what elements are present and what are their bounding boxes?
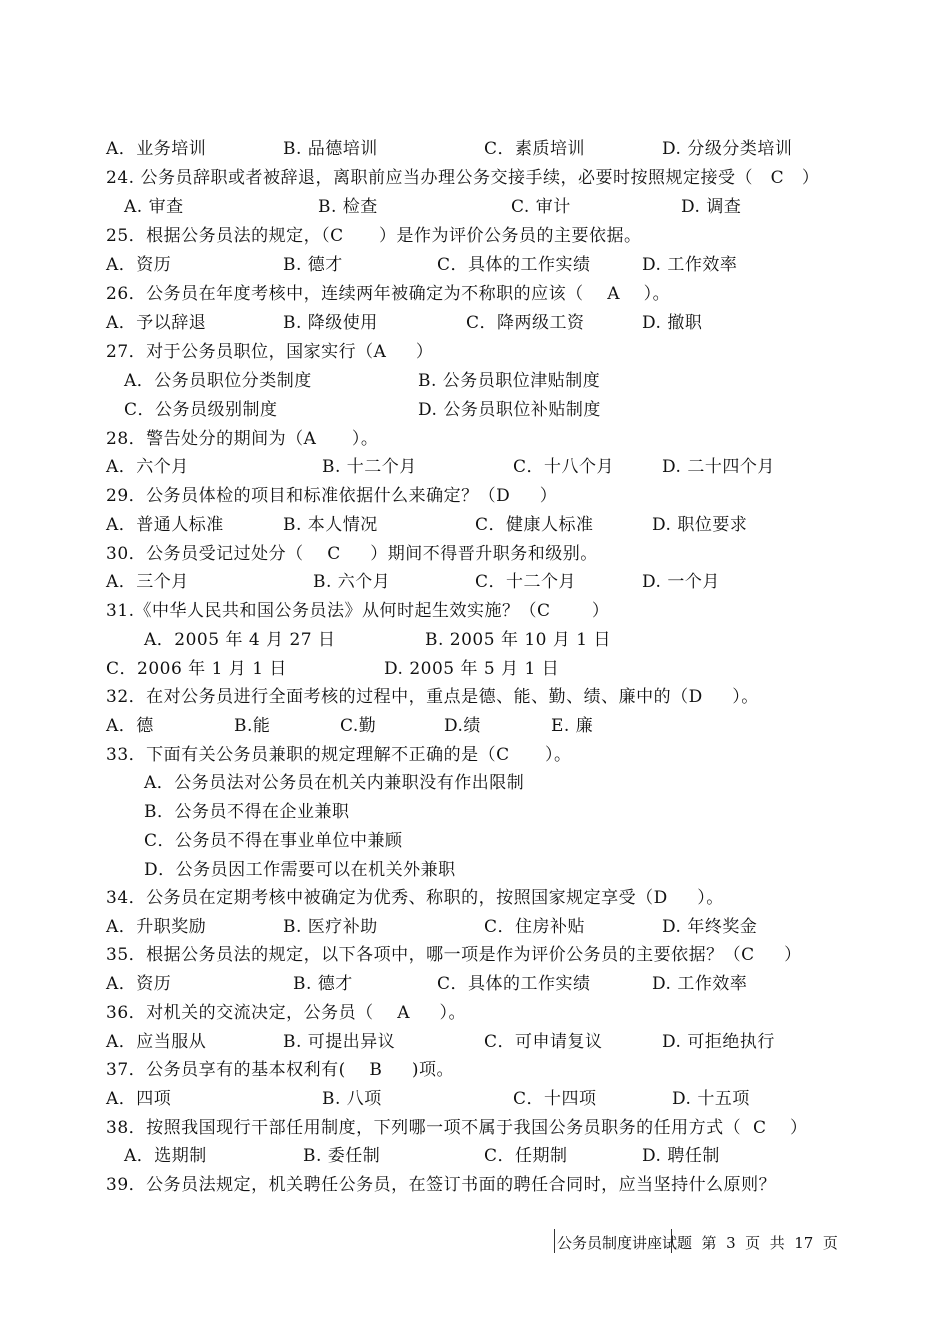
answer-option: B. 八项 <box>322 1089 382 1109</box>
text-line: 34．公务员在定期考核中被确定为优秀、称职的，按照国家规定享受（D ）。 <box>106 888 724 908</box>
text-line: B．公务员不得在企业兼职 <box>144 802 350 822</box>
answer-option: C．素质培训 <box>484 139 586 159</box>
answer-option: E. 廉 <box>551 716 594 736</box>
answer-option: D. 一个月 <box>642 572 720 592</box>
text-line: D．公务员因工作需要可以在机关外兼职 <box>144 860 456 880</box>
answer-option: A．予以辞退 <box>106 313 207 333</box>
answer-option: B. 公务员职位津贴制度 <box>418 371 601 391</box>
text-line: 30．公务员受记过处分（ C ）期间不得晋升职务和级别。 <box>106 544 598 564</box>
answer-option: C．健康人标准 <box>475 515 594 535</box>
answer-option: C．降两级工资 <box>466 313 585 333</box>
answer-option: C．具体的工作实绩 <box>437 255 591 275</box>
answer-option: D. 分级分类培训 <box>662 139 793 159</box>
answer-option: C.勤 <box>340 716 377 736</box>
answer-option: B. 六个月 <box>313 572 391 592</box>
text-line: 39．公务员法规定，机关聘任公务员，在签订书面的聘任合同时，应当坚持什么原则？ <box>106 1175 777 1195</box>
answer-option: B. 2005 年 10 月 1 日 <box>425 630 612 650</box>
answer-option: C．住房补贴 <box>484 917 586 937</box>
answer-option: D. 可拒绝执行 <box>662 1032 775 1052</box>
answer-option: C．2006 年 1 月 1 日 <box>106 659 287 679</box>
answer-option: C．十八个月 <box>513 457 615 477</box>
answer-option: A. 审查 <box>124 197 184 217</box>
answer-option: B. 降级使用 <box>283 313 378 333</box>
answer-option: C．十二个月 <box>475 572 577 592</box>
page-footer: 公务员制度讲座试题 第 3 页 共 17 页 <box>557 1234 838 1252</box>
text-line: 24. 公务员辞职或者被辞退，离职前应当办理公务交接手续，必要时按照规定接受（ C ） <box>106 168 820 188</box>
answer-option: C．十四项 <box>513 1089 597 1109</box>
text-line: 35．根据公务员法的规定，以下各项中，哪一项是作为评价公务员的主要依据？（C ） <box>106 945 802 965</box>
answer-option: A．资历 <box>106 974 172 994</box>
answer-option: A．应当服从 <box>106 1032 207 1052</box>
text-line: 31.《中华人民共和国公务员法》从何时起生效实施？（C ） <box>106 601 610 621</box>
answer-option: D. 职位要求 <box>652 515 748 535</box>
answer-option: A．六个月 <box>106 457 189 477</box>
answer-option: A．2005 年 4 月 27 日 <box>144 630 336 650</box>
answer-option: B. 本人情况 <box>283 515 378 535</box>
text-line: 27．对于公务员职位，国家实行（A ） <box>106 342 434 362</box>
text-line: 33．下面有关公务员兼职的规定理解不正确的是（C ）。 <box>106 745 572 765</box>
text-line: C．公务员不得在事业单位中兼顾 <box>144 831 403 851</box>
answer-option: D. 撤职 <box>642 313 703 333</box>
answer-option: B. 医疗补助 <box>283 917 378 937</box>
answer-option: A．资历 <box>106 255 172 275</box>
answer-option: D.绩 <box>444 716 481 736</box>
answer-option: D. 调查 <box>681 197 742 217</box>
text-line: 38．按照我国现行干部任用制度，下列哪一项不属于我国公务员职务的任用方式（ C ） <box>106 1118 808 1138</box>
answer-option: B. 德才 <box>283 255 343 275</box>
answer-option: B. 可提出异议 <box>283 1032 396 1052</box>
answer-option: A．四项 <box>106 1089 172 1109</box>
answer-option: B.能 <box>234 716 271 736</box>
answer-option: A．升职奖励 <box>106 917 207 937</box>
answer-option: C. 审计 <box>511 197 571 217</box>
text-line: A．公务员法对公务员在机关内兼职没有作出限制 <box>144 773 525 793</box>
answer-option: B. 品德培训 <box>283 139 378 159</box>
answer-option: B. 德才 <box>293 974 353 994</box>
text-line: 28．警告处分的期间为（A ）。 <box>106 429 379 449</box>
answer-option: A．普通人标准 <box>106 515 224 535</box>
text-line: 37．公务员享有的基本权利有( B )项。 <box>106 1060 455 1080</box>
answer-option: D. 十五项 <box>672 1089 750 1109</box>
text-line: 25．根据公务员法的规定，（C ）是作为评价公务员的主要依据。 <box>106 226 642 246</box>
answer-option: A．业务培训 <box>106 139 207 159</box>
answer-option: D. 2005 年 5 月 1 日 <box>384 659 560 679</box>
answer-option: D. 年终奖金 <box>662 917 758 937</box>
text-line: 29．公务员体检的项目和标准依据什么来确定？（D ） <box>106 486 558 506</box>
answer-option: C．具体的工作实绩 <box>437 974 591 994</box>
answer-option: B. 十二个月 <box>322 457 417 477</box>
answer-option: A．公务员职位分类制度 <box>124 371 312 391</box>
answer-option: A．三个月 <box>106 572 189 592</box>
answer-option: D. 二十四个月 <box>662 457 775 477</box>
answer-option: A．德 <box>106 716 154 736</box>
answer-option: D. 工作效率 <box>642 255 738 275</box>
text-line: 32．在对公务员进行全面考核的过程中，重点是德、能、勤、绩、廉中的（D ）。 <box>106 687 759 707</box>
answer-option: C．公务员级别制度 <box>124 400 278 420</box>
answer-option: B. 检查 <box>318 197 378 217</box>
answer-option: D. 公务员职位补贴制度 <box>418 400 601 420</box>
text-line: 36．对机关的交流决定，公务员（ A ）。 <box>106 1003 467 1023</box>
answer-option: C．可申请复议 <box>484 1032 603 1052</box>
answer-option: D. 工作效率 <box>652 974 748 994</box>
answer-option: C．任期制 <box>484 1146 568 1166</box>
answer-option: B. 委任制 <box>303 1146 381 1166</box>
text-line: 26．公务员在年度考核中，连续两年被确定为不称职的应该（ A ）。 <box>106 284 671 304</box>
answer-option: A．选期制 <box>124 1146 207 1166</box>
answer-option: D. 聘任制 <box>642 1146 720 1166</box>
